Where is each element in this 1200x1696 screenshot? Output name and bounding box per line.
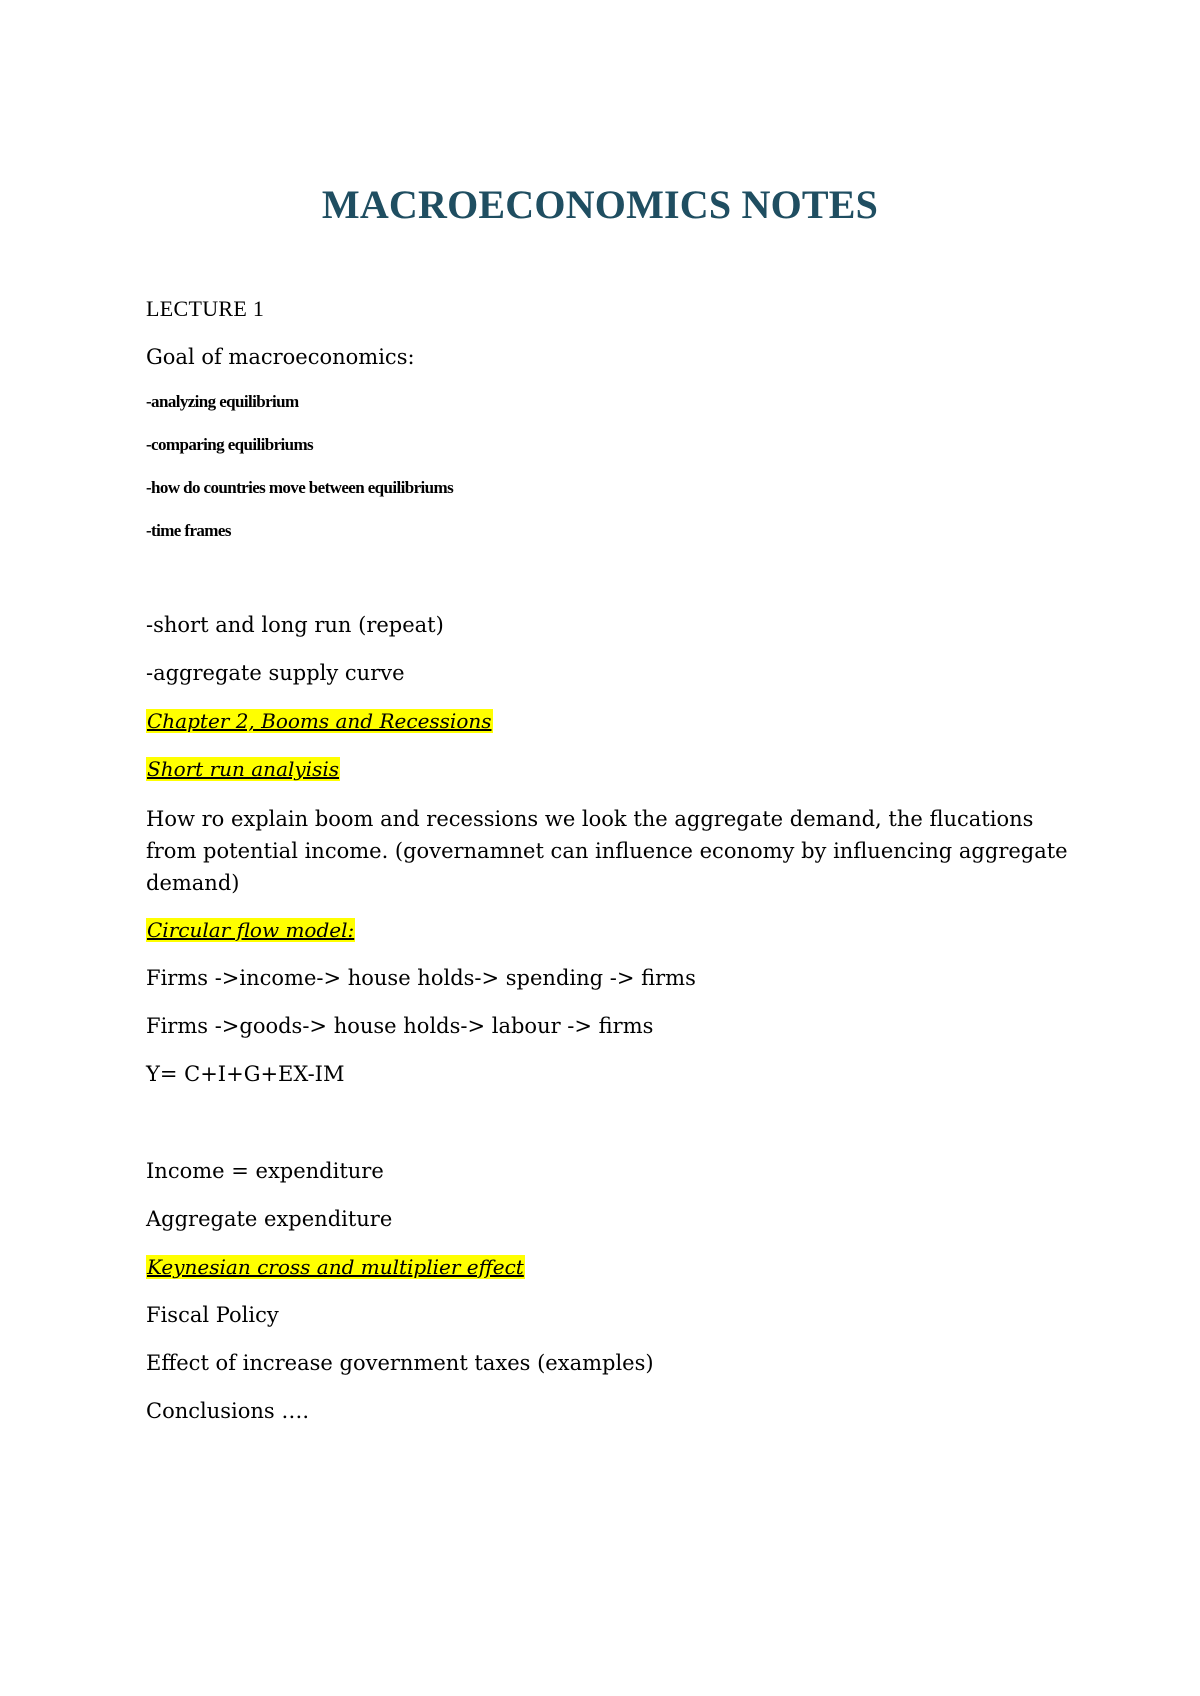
short-run-heading-text: Short run analyisis bbox=[147, 757, 340, 781]
chapter-heading bbox=[146, 708, 493, 734]
topic-item: -aggregate supply curve bbox=[146, 661, 405, 685]
flow-line: Firms ->income-> house holds-> spending -> firms bbox=[146, 966, 696, 990]
lecture-label: LECTURE 1 bbox=[146, 296, 265, 321]
final-line: Conclusions …. bbox=[146, 1399, 310, 1423]
keynesian-heading bbox=[146, 1254, 525, 1280]
goal-item: -how do countries move between equilibriums bbox=[146, 478, 454, 497]
document-title: MACROECONOMICS NOTES bbox=[321, 182, 879, 227]
short-run-heading bbox=[146, 756, 340, 782]
goal-item: -comparing equilibriums bbox=[146, 435, 314, 454]
final-line: Fiscal Policy bbox=[146, 1303, 279, 1327]
circular-flow-heading-text: Circular flow model: bbox=[147, 918, 355, 942]
goal-item: -time frames bbox=[146, 521, 231, 540]
income-line: Income = expenditure bbox=[146, 1159, 384, 1183]
circular-flow-heading bbox=[146, 917, 355, 943]
short-run-paragraph: How ro explain boom and recessions we look the aggregate demand, the flucations from potential income. (governamnet can influence economy by influencing aggregate demand) bbox=[146, 807, 1068, 895]
chapter-heading-text: Chapter 2, Booms and Recessions bbox=[147, 709, 492, 733]
final-line: Effect of increase government taxes (examples) bbox=[146, 1351, 654, 1375]
income-line: Aggregate expenditure bbox=[146, 1207, 393, 1231]
goal-heading: Goal of macroeconomics: bbox=[146, 345, 415, 369]
flow-line: Firms ->goods-> house holds-> labour -> firms bbox=[146, 1014, 654, 1038]
goal-item: -analyzing equilibrium bbox=[146, 392, 299, 411]
equation-line: Y= C+I+G+EX-IM bbox=[146, 1062, 345, 1086]
keynesian-heading-text: Keynesian cross and multiplier effect bbox=[147, 1255, 524, 1279]
topic-item: -short and long run (repeat) bbox=[146, 613, 444, 637]
